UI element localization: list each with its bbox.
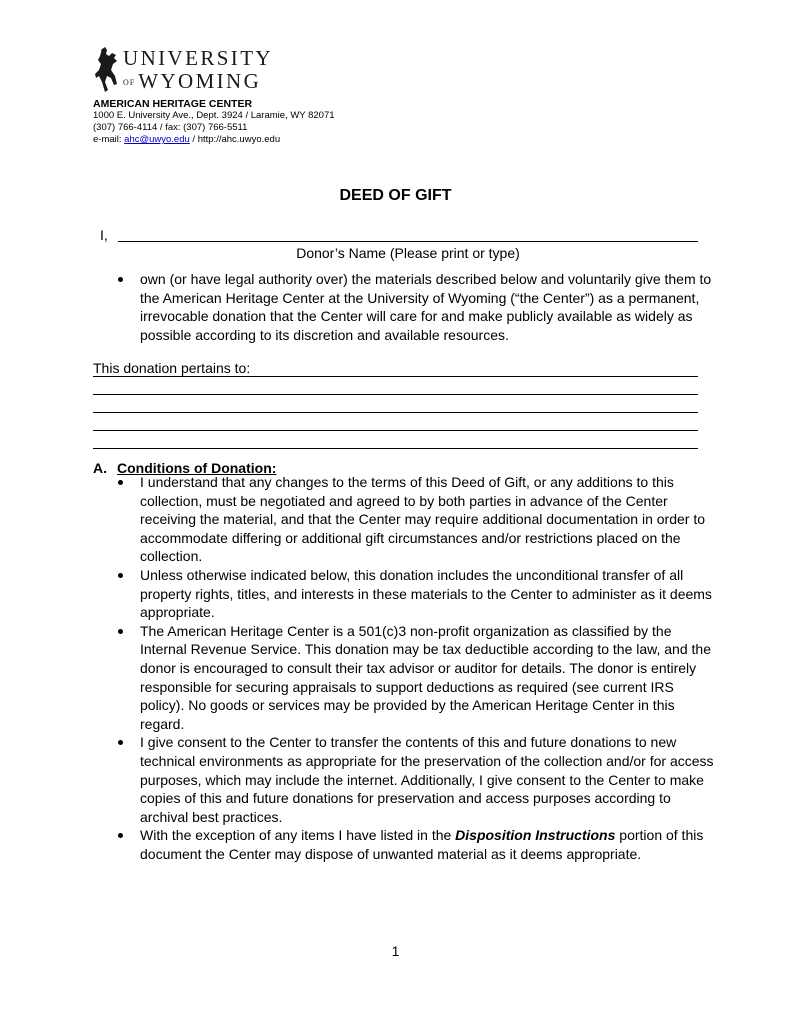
pertains-line[interactable]: [93, 448, 698, 449]
email-prefix: e-mail:: [93, 134, 125, 145]
university-logo: [93, 46, 313, 98]
section-letter: A.: [93, 460, 107, 476]
condition-text: I understand that any changes to the terms of this Deed of Gift, or any additions to this collection, must be negotiated and agreed to by both parties in advance of the Center receiving the material, and that the Center may require additional documentation in order to accommodate differing or additional gift circumstances and/or restrictions placed on the collection.: [140, 474, 705, 565]
page-number: 1: [391, 943, 400, 959]
pertains-line[interactable]: [93, 430, 698, 431]
bullet-icon: [118, 833, 123, 838]
section-title: Conditions of Donation:: [117, 460, 277, 476]
org-name: AMERICAN HERITAGE CENTER: [93, 98, 253, 110]
intro-bullet-text: own (or have legal authority over) the materials described below and voluntarily give them to the American Heritage Center at the University of Wyoming (“the Center”) as a permanent, irrevocable donation that the Center will care for and make publicly available as widely as possible according to its discretion and available resources.: [140, 271, 712, 343]
list-item: [115, 733, 715, 826]
pertains-line[interactable]: [93, 394, 698, 395]
donor-name-line[interactable]: [118, 241, 698, 242]
condition-text-end: portion of this document the Center may dispose of unwanted material as it deems appropriate.: [140, 827, 704, 862]
conditions-list: [115, 473, 715, 863]
list-item: [115, 473, 715, 566]
logo-wordmark: [123, 48, 273, 92]
bullet-icon: [118, 573, 123, 578]
logo-university-text: UNIVERSITY: [123, 46, 273, 70]
bullet-icon: [118, 629, 123, 634]
condition-text: Unless otherwise indicated below, this donation includes the unconditional transfer of all property rights, titles, and interests in these materials to the Center to administer as it deems appropriate.: [140, 566, 712, 621]
page-title: DEED OF GIFT: [339, 187, 452, 204]
disposition-instructions-emphasis: Disposition Instructions: [455, 827, 616, 844]
org-address: 1000 E. University Ave., Dept. 3924 / Laramie, WY 82071: [93, 110, 335, 121]
bullet-icon: [118, 480, 123, 485]
org-phone: (307) 766-4114 / fax: (307) 766-5511: [93, 122, 248, 133]
condition-text: I give consent to the Center to transfer the contents of this and future donations to new technical environments as appropriate for the preservation of the collection and/or for access purposes, which may include the internet. Additionally, I give consent to the Center to make copies of this and future donations for preservation and access purposes according to archival best practices.: [140, 734, 714, 825]
donor-name-caption: Donor’s Name (Please print or type): [296, 245, 520, 261]
condition-text: The American Heritage Center is a 501(c)3 non-profit organization as classified by the Internal Revenue Service. This donation may be tax deductible according to the law, and the donor is encouraged to consult their tax advisor or auditor for details. The donor is entirely responsible for securing appraisals to support deductions as required (see current IRS policy). No goods or services may be provided by the American Heritage Center in this regard.: [140, 622, 711, 732]
pertains-line[interactable]: [93, 376, 698, 377]
org-contact-line: [93, 134, 280, 146]
intro-list: [115, 270, 715, 344]
bullet-icon: [118, 277, 123, 282]
logo-of-text: OF: [123, 78, 136, 87]
pertains-label: This donation pertains to:: [93, 360, 251, 376]
logo-wyoming-text: WYOMING: [138, 69, 262, 93]
website-text: / http://ahc.uwyo.edu: [189, 134, 281, 145]
list-item: [115, 826, 715, 863]
email-link[interactable]: ahc@uwyo.edu: [124, 134, 190, 145]
condition-text-start: With the exception of any items I have listed in the: [140, 827, 456, 844]
donor-prefix: I,: [100, 227, 108, 243]
list-item: [115, 270, 715, 344]
bullet-icon: [118, 740, 123, 745]
pertains-line[interactable]: [93, 412, 698, 413]
list-item: [115, 622, 715, 734]
list-item: [115, 566, 715, 622]
bucking-horse-icon: [93, 46, 119, 96]
